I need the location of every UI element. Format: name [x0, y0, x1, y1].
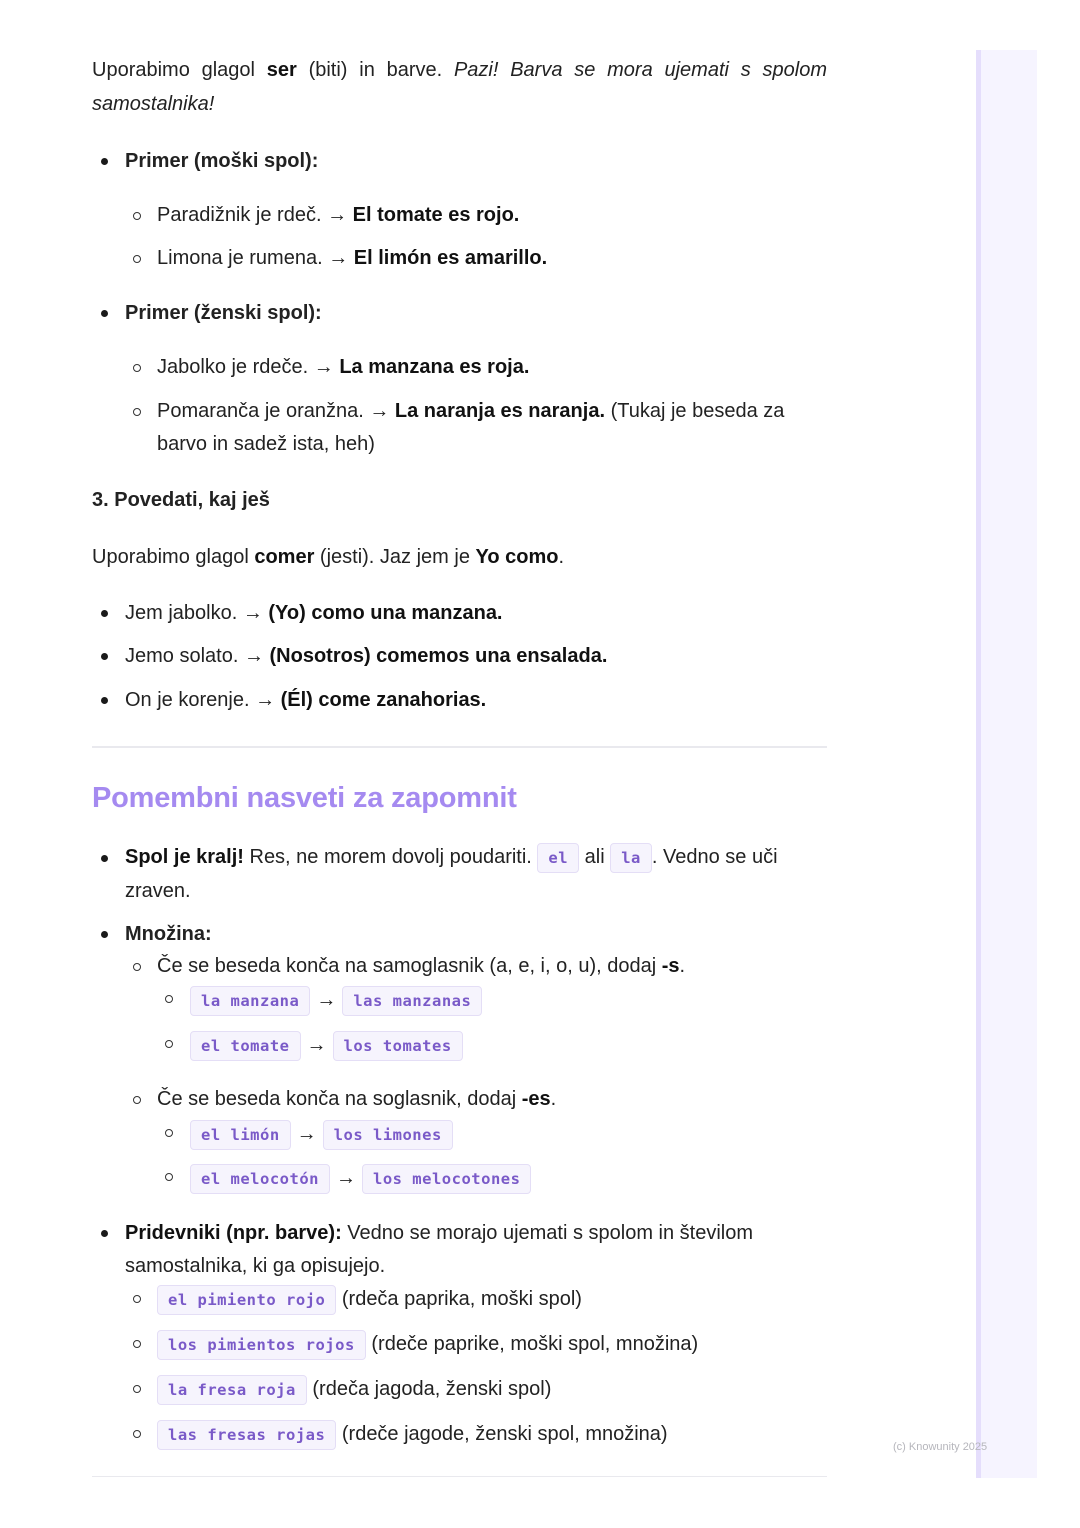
bullet [101, 855, 108, 862]
adjective-example-1: el pimiento rojo (rdeča paprika, moški spol) [157, 1284, 582, 1315]
divider [92, 746, 827, 748]
sub-bullet [133, 1430, 141, 1438]
copyright-footer: (c) Knowunity 2025 [893, 1441, 988, 1453]
plural-heading: Množina: [125, 923, 212, 945]
sub-bullet [133, 212, 141, 220]
fem-heading: Primer (ženski spol): [125, 302, 322, 324]
adjective-example-2: los pimientos rojos (rdeče paprike, moški spol, množina) [157, 1329, 698, 1360]
sub-bullet [133, 408, 141, 416]
vowel-rule: Če se beseda konča na samoglasnik (a, e, i, o, u), dodaj -s. [157, 955, 686, 977]
section-3-title: 3. Povedati, kaj ješ [92, 489, 270, 511]
sub-bullet [133, 1340, 141, 1348]
sub-bullet [133, 1385, 141, 1393]
eat-example-1: Jem jabolko. → (Yo) como una manzana. [125, 602, 503, 624]
masc-example-2: Limona je rumena. → El limón es amarillo. [157, 247, 548, 269]
bullet [101, 653, 108, 660]
consonant-example-1: el limón → los limones [190, 1119, 453, 1150]
vowel-example-1: la manzana → las manzanas [190, 985, 482, 1016]
bullet [101, 931, 108, 938]
adjective-example-4: las fresas rojas (rdeče jagode, ženski spol, množina) [157, 1419, 668, 1450]
sub-bullet [133, 364, 141, 372]
intro-paragraph: Uporabimo glagol ser (biti) in barve. Pazi! Barva se mora ujemati s spolom samostalnika! [92, 59, 827, 115]
vowel-example-2: el tomate → los tomates [190, 1030, 463, 1061]
bottom-divider [92, 1476, 827, 1477]
gender-tip: Spol je kralj! Res, ne morem dovolj poudariti. el ali la . Vedno se uči zraven. [125, 840, 815, 908]
sub-bullet [133, 1295, 141, 1303]
section-3-intro: Uporabimo glagol comer (jesti). Jaz jem je Yo como. [92, 546, 565, 568]
warning-text: Pazi! Barva se mora ujemati s spolom samostalnika! [92, 59, 827, 115]
sub-sub-bullet [165, 1040, 173, 1048]
bullet [101, 310, 108, 317]
bullet [101, 1230, 108, 1237]
verb-ser: ser [266, 59, 297, 81]
eat-example-2: Jemo solato. → (Nosotros) comemos una ensalada. [125, 645, 608, 667]
adjectives-tip: Pridevniki (npr. barve): Vedno se morajo ujemati s spolom in številom samostalnika, ki ga opisujejo. [125, 1222, 754, 1277]
tips-heading: Pomembni nasveti za zapomnit [92, 782, 517, 814]
fem-example-2: Pomaranča je oranžna. → La naranja es naranja. (Tukaj je beseda za barvo in sadež ista, heh) [157, 400, 785, 455]
code-la: la [610, 843, 652, 873]
adjective-example-3: la fresa roja (rdeča jagoda, ženski spol) [157, 1374, 551, 1405]
consonant-rule: Če se beseda konča na soglasnik, dodaj -es. [157, 1088, 557, 1110]
sub-sub-bullet [165, 1129, 173, 1137]
consonant-example-2: el melocotón → los melocotones [190, 1163, 531, 1194]
sub-sub-bullet [165, 995, 173, 1003]
bullet [101, 610, 108, 617]
sub-sub-bullet [165, 1173, 173, 1181]
eat-example-3: On je korenje. → (Él) come zanahorias. [125, 689, 487, 711]
sub-bullet [133, 963, 141, 971]
code-el: el [537, 843, 579, 873]
sub-bullet [133, 255, 141, 263]
side-panel [976, 50, 1037, 1478]
bullet [101, 158, 108, 165]
masc-heading: Primer (moški spol): [125, 150, 319, 172]
fem-example-1: Jabolko je rdeče. → La manzana es roja. [157, 356, 530, 378]
masc-example-1: Paradižnik je rdeč. → El tomate es rojo. [157, 204, 520, 226]
bullet [101, 697, 108, 704]
sub-bullet [133, 1096, 141, 1104]
